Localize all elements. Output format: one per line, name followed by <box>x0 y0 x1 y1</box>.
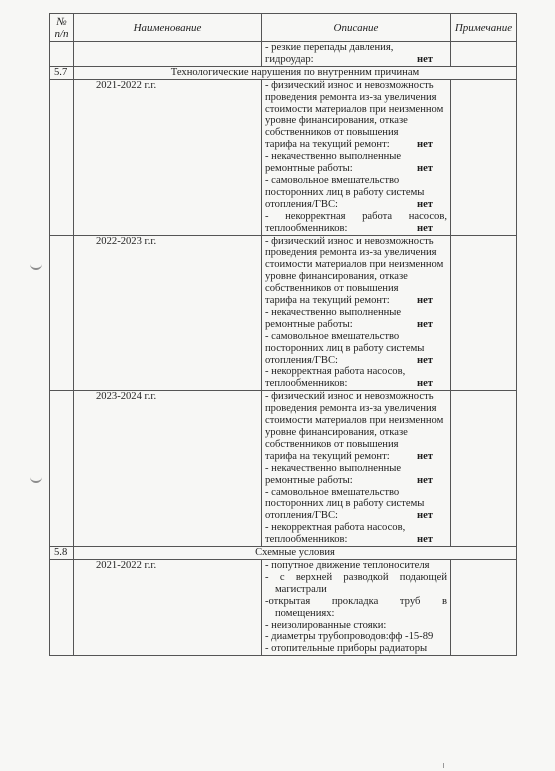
scan-mark <box>443 763 444 768</box>
description-cell: - физический износ и невозможность проведения ремонта из-за увеличения стоимости материалов при неизменном уровне финансирования, отказе собственников от повышения тарифа на текущий ремонт: нет - некачественно выполненные ремонтные работы: нет - самовольное вмешательство посторонних лиц в работу системы отопления/ГВС: нет - некорректная работа насосов, теплообменников: нет <box>262 79 451 235</box>
answer: нет <box>416 53 433 65</box>
punch-hole-mark <box>30 475 42 483</box>
description-cell: - физический износ и невозможность проведения ремонта из-за увеличения стоимости материалов при неизменном уровне финансирования, отказе собственников от повышения тарифа на текущий ремонт: нет - некачественно выполненные ремонтные работы: нет - самовольное вмешательство посторонних лиц в работу системы отопления/ГВС: нет - некорректная работа насосов, теплообменников: нет <box>262 235 451 391</box>
section-title: Технологические нарушения по внутренним причинам <box>74 66 517 79</box>
table-header-row <box>50 14 517 42</box>
period-cell: 2022-2023 г.г. <box>74 235 262 391</box>
section-title: Схемные условия <box>74 547 517 560</box>
table-row <box>50 42 517 67</box>
conditions-table <box>49 13 517 656</box>
table-row <box>50 79 517 235</box>
section-row <box>50 66 517 79</box>
section-row <box>50 547 517 560</box>
section-number: 5.8 <box>50 547 74 560</box>
description-cell: - попутное движение теплоносителя - с верхней разводкой подающей магистрали -открытая прокладка труб в помещениях: - неизолированные стояки: - диаметры трубопроводов:фф -15-89 - отопительные приборы радиаторы <box>262 559 451 655</box>
punch-hole-mark <box>30 262 42 270</box>
table-row <box>50 235 517 391</box>
header-description: Описание <box>262 14 451 42</box>
table-row <box>50 391 517 547</box>
period-cell: 2021-2022 г.г. <box>74 79 262 235</box>
header-note: Примечание <box>451 14 517 42</box>
period-cell: 2023-2024 г.г. <box>74 391 262 547</box>
header-name: Наименование <box>74 14 262 42</box>
section-number: 5.7 <box>50 66 74 79</box>
header-num: № п/п <box>50 14 74 42</box>
period-cell: 2021-2022 г.г. <box>74 559 262 655</box>
table-row <box>50 559 517 655</box>
description-cell: - физический износ и невозможность проведения ремонта из-за увеличения стоимости материалов при неизменном уровне финансирования, отказе собственников от повышения тарифа на текущий ремонт: нет - некачественно выполненные ремонтные работы: нет - самовольное вмешательство посторонних лиц в работу системы отопления/ГВС: нет - некорректная работа насосов, теплообменников: нет <box>262 391 451 547</box>
description-cell: - резкие перепады давления, гидроудар: нет <box>262 42 451 67</box>
